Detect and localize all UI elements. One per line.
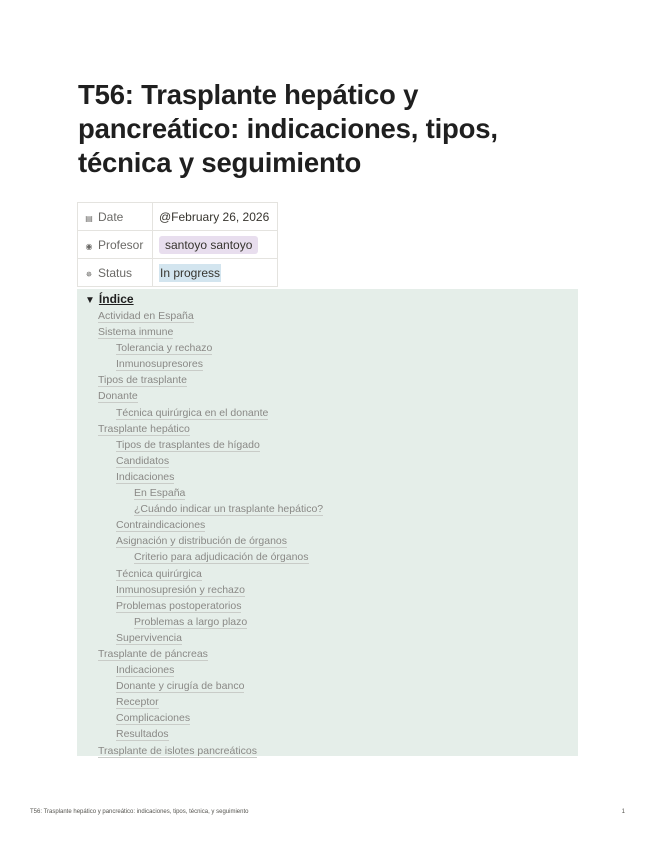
toc-item[interactable] xyxy=(77,533,323,549)
footer-title: T56: Trasplante hepático y pancreático: indicaciones, tipos, técnica, y seguimiento xyxy=(30,809,249,815)
index-heading: Índice xyxy=(98,292,134,306)
property-value-cell[interactable] xyxy=(153,259,278,287)
toc-item[interactable] xyxy=(77,582,323,598)
toc-item[interactable] xyxy=(77,501,323,517)
property-key-cell xyxy=(78,203,153,231)
toc-item[interactable] xyxy=(77,340,323,356)
page-title: T56: Trasplante hepático y pancreático: indicaciones, tipos, técnica y seguimiento xyxy=(78,79,498,178)
toc-link[interactable]: Candidatos xyxy=(116,454,170,467)
toc-item[interactable] xyxy=(77,630,323,646)
toc-item[interactable] xyxy=(77,598,323,614)
page-number: 1 xyxy=(621,809,625,815)
toc-link[interactable]: Tolerancia y rechazo xyxy=(116,342,213,355)
toc-link[interactable]: Problemas postoperatorios xyxy=(116,599,242,612)
toc-item[interactable] xyxy=(77,469,323,485)
property-value: santoyo santoyo xyxy=(159,236,258,254)
toc-item[interactable] xyxy=(77,694,323,710)
person-icon: ◉ xyxy=(85,241,93,251)
toggle-arrow-icon[interactable]: ▼ xyxy=(85,295,95,306)
toc-link[interactable]: Trasplante de páncreas xyxy=(98,647,208,660)
toc-link[interactable]: Actividad en España xyxy=(98,310,194,322)
toc-link[interactable]: Trasplante hepático xyxy=(98,422,190,435)
toc-item[interactable] xyxy=(77,743,323,759)
property-value: @February 26, 2026 xyxy=(159,209,270,224)
toc-link[interactable]: Donante xyxy=(98,390,138,403)
toc-item[interactable] xyxy=(77,517,323,533)
toc-link[interactable]: Complicaciones xyxy=(116,712,191,725)
toc-link[interactable]: Técnica quirúrgica en el donante xyxy=(116,406,269,419)
toc-item[interactable] xyxy=(77,421,323,437)
toc-item[interactable] xyxy=(77,453,323,469)
toc-item[interactable] xyxy=(77,388,323,404)
toc-link[interactable]: Criterio para adjudicación de órganos xyxy=(134,551,309,564)
toc-item[interactable] xyxy=(77,678,323,694)
property-row xyxy=(78,203,278,231)
toc-link[interactable]: Problemas a largo plazo xyxy=(134,615,248,628)
toc-item[interactable] xyxy=(77,437,323,453)
toc-link[interactable]: Asignación y distribución de órganos xyxy=(116,535,288,548)
property-label: Date xyxy=(98,209,124,224)
toc-link[interactable]: Receptor xyxy=(116,696,159,709)
page-footer xyxy=(30,809,625,815)
toc-item[interactable] xyxy=(77,710,323,726)
toc-item[interactable] xyxy=(77,646,323,662)
property-value-cell[interactable] xyxy=(153,231,278,259)
toc-item[interactable] xyxy=(77,726,323,742)
toc-item[interactable] xyxy=(77,372,323,388)
toc-link[interactable]: Indicaciones xyxy=(116,664,175,677)
property-label: Profesor xyxy=(98,237,144,252)
property-row xyxy=(78,259,278,287)
toc-link[interactable]: Tipos de trasplantes de hígado xyxy=(116,438,260,451)
toc-link[interactable]: Contraindicaciones xyxy=(116,519,206,532)
status-icon: ✵ xyxy=(85,269,93,279)
property-row xyxy=(78,231,278,259)
toc-link[interactable]: Tipos de trasplante xyxy=(98,374,187,387)
toc-item[interactable] xyxy=(77,405,323,421)
property-value: In progress xyxy=(160,265,221,280)
property-key-cell xyxy=(78,259,153,287)
toc-item[interactable] xyxy=(77,485,323,501)
toc-link[interactable]: Resultados xyxy=(116,728,169,741)
toc-item[interactable] xyxy=(77,566,323,582)
toc-link[interactable]: Técnica quirúrgica xyxy=(116,567,202,580)
toc-item[interactable] xyxy=(77,308,323,324)
calendar-icon: ▤ xyxy=(85,213,93,223)
toc-link[interactable]: Sistema inmune xyxy=(98,326,174,339)
property-key-cell xyxy=(78,231,153,259)
toc-item[interactable] xyxy=(77,662,323,678)
properties-table xyxy=(77,202,278,287)
toc-link[interactable]: Supervivencia xyxy=(116,631,182,644)
toc-link[interactable]: En España xyxy=(134,487,186,500)
property-label: Status xyxy=(98,265,133,280)
toc-link[interactable]: Inmunosupresión y rechazo xyxy=(116,583,245,596)
property-value-cell[interactable] xyxy=(153,203,278,231)
toc-item[interactable] xyxy=(77,356,323,372)
toc-link[interactable]: Indicaciones xyxy=(116,470,175,483)
toc-item[interactable] xyxy=(77,614,323,630)
index-toggle-block xyxy=(77,289,578,756)
toc-item[interactable] xyxy=(77,549,323,565)
toc-link[interactable]: Inmunosupresores xyxy=(116,358,203,371)
toc-link[interactable]: Donante y cirugía de banco xyxy=(116,680,245,693)
toc-item[interactable] xyxy=(77,324,323,340)
toc-link[interactable]: ¿Cuándo indicar un trasplante hepático? xyxy=(134,503,324,516)
table-of-contents xyxy=(77,308,323,759)
index-toggle-header[interactable] xyxy=(85,292,134,306)
toc-link[interactable]: Trasplante de islotes pancreáticos xyxy=(98,744,257,757)
